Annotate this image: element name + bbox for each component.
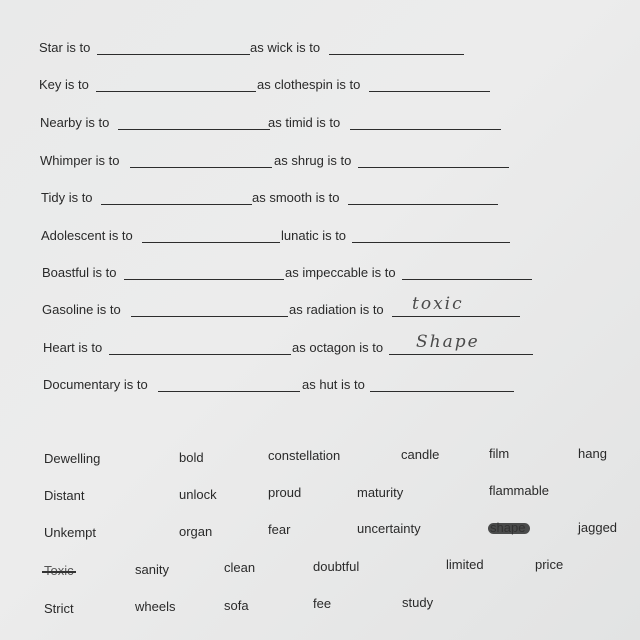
answer-blank[interactable] [158, 391, 300, 392]
answer-blank[interactable] [370, 391, 514, 392]
word-bank-item: constellation [268, 448, 341, 463]
answer-blank[interactable] [118, 129, 270, 130]
analogy-pair: as shrug is to [274, 153, 352, 168]
word-bank-item: sanity [135, 562, 169, 577]
analogy-stem: Heart is to [43, 340, 103, 355]
word-bank-item: candle [401, 447, 440, 462]
word-bank-item: flammable [489, 483, 549, 498]
analogy-stem: Boastful is to [42, 265, 117, 280]
analogy-row [0, 75, 640, 97]
analogy-stem: Key is to [39, 77, 89, 92]
answer-blank[interactable] [352, 242, 510, 243]
word-bank-item: Distant [44, 488, 85, 503]
word-bank-item: Dewelling [44, 451, 101, 466]
analogy-stem: Documentary is to [43, 377, 148, 392]
answer-blank[interactable] [109, 354, 291, 355]
analogy-row [0, 226, 640, 248]
answer-blank[interactable] [369, 91, 490, 92]
answer-blank[interactable] [358, 167, 509, 168]
word-bank-item: Unkempt [44, 525, 97, 540]
analogy-stem: Star is to [39, 40, 91, 55]
word-bank-item: fee [313, 596, 332, 611]
answer-blank[interactable] [392, 316, 520, 317]
analogy-pair: as radiation is to [289, 302, 384, 317]
answer-blank[interactable] [142, 242, 280, 243]
analogy-pair: as clothespin is to [257, 77, 361, 92]
handwritten-answer: Shape [416, 332, 480, 352]
analogy-row [0, 294, 640, 322]
analogy-pair: as hut is to [302, 377, 365, 392]
analogy-row [0, 375, 640, 397]
word-bank-item: bold [179, 450, 204, 465]
word-bank-item: unlock [179, 487, 217, 502]
analogy-row [0, 113, 640, 135]
word-bank-item: fear [268, 522, 291, 537]
answer-blank[interactable] [101, 204, 252, 205]
word-bank-item: clean [224, 560, 256, 575]
answer-blank[interactable] [96, 91, 256, 92]
answer-blank[interactable] [97, 54, 250, 55]
answer-blank[interactable] [350, 129, 501, 130]
analogy-stem: Tidy is to [41, 190, 93, 205]
scribble-mark [488, 523, 530, 534]
word-bank-item: film [489, 446, 510, 461]
analogy-pair: as timid is to [268, 115, 341, 130]
word-bank-item: proud [268, 485, 302, 500]
word-bank-item: study [402, 595, 434, 610]
analogy-row [0, 188, 640, 210]
crossed-out-word [490, 520, 525, 535]
analogy-stem: Gasoline is to [42, 302, 121, 317]
analogy-row [0, 38, 640, 60]
answer-blank[interactable] [348, 204, 498, 205]
answer-blank[interactable] [131, 316, 288, 317]
word-bank-item: price [535, 557, 564, 572]
analogy-stem: Nearby is to [40, 115, 110, 130]
word-bank-item: hang [578, 446, 607, 461]
analogy-stem: Whimper is to [40, 153, 120, 168]
analogy-stem: Adolescent is to [41, 228, 133, 243]
word-bank-item: maturity [357, 485, 404, 500]
word-bank-item: sofa [224, 598, 249, 613]
word-bank-item: limited [446, 557, 484, 572]
word-bank-item: doubtful [313, 559, 360, 574]
analogy-row [0, 332, 640, 360]
crossed-out-word: Toxic [44, 563, 74, 578]
analogy-pair: as smooth is to [252, 190, 340, 205]
answer-blank[interactable] [329, 54, 464, 55]
answer-blank[interactable] [389, 354, 533, 355]
word-bank-item: Strict [44, 601, 74, 616]
analogy-row [0, 263, 640, 285]
analogy-row [0, 151, 640, 173]
answer-blank[interactable] [130, 167, 272, 168]
word-bank-item: wheels [135, 599, 176, 614]
analogy-pair: lunatic is to [281, 228, 347, 243]
word-bank-item: uncertainty [357, 521, 421, 536]
word-bank-item: jagged [578, 520, 618, 535]
answer-blank[interactable] [402, 279, 532, 280]
word-bank-item: organ [179, 524, 213, 539]
analogy-pair: as wick is to [250, 40, 321, 55]
handwritten-answer: toxic [412, 294, 464, 314]
analogy-pair: as impeccable is to [285, 265, 396, 280]
analogy-pair: as octagon is to [292, 340, 384, 355]
answer-blank[interactable] [124, 279, 284, 280]
